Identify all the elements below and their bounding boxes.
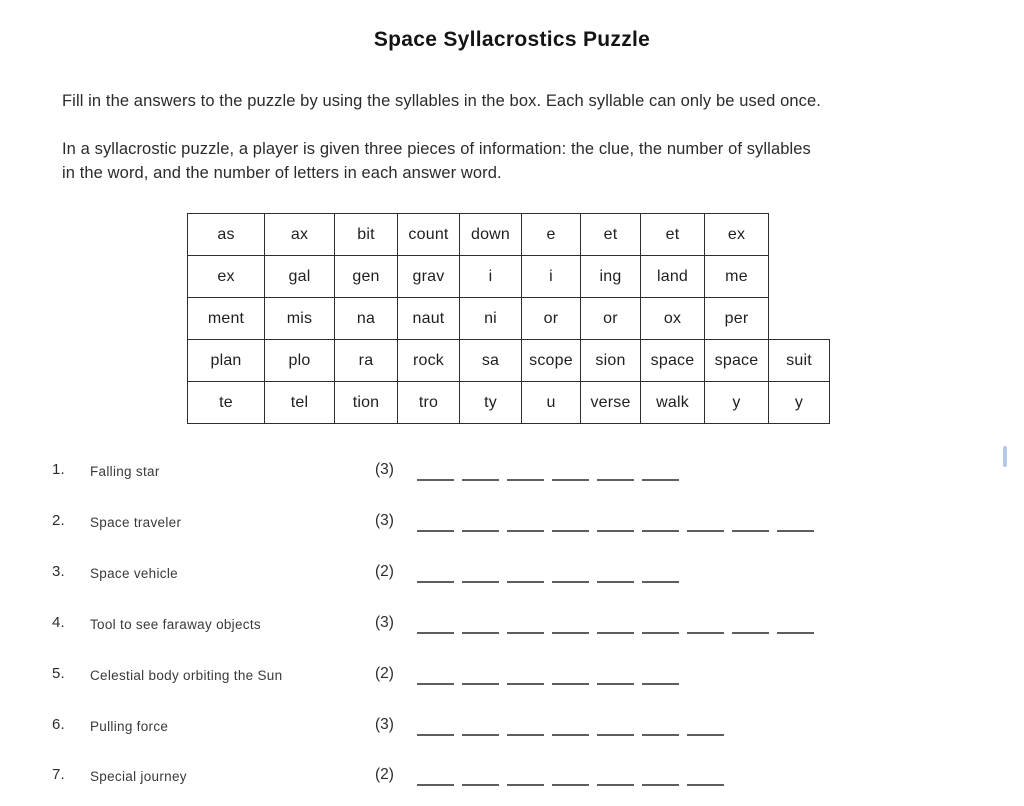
answer-blank[interactable] [507, 564, 544, 583]
answer-blank[interactable] [732, 513, 769, 532]
clue-row [0, 665, 1024, 697]
answer-blanks [417, 462, 687, 486]
syllable-table-body [188, 214, 830, 424]
answer-blank[interactable] [507, 717, 544, 736]
answer-blank[interactable] [597, 666, 634, 685]
syllable-row [188, 298, 830, 340]
syllable-row [188, 214, 830, 256]
answer-blank[interactable] [687, 615, 724, 634]
clue-number: 2. [52, 512, 65, 529]
syllable-cell: ment [188, 298, 265, 340]
syllable-table [187, 213, 830, 424]
syllable-count: (3) [375, 512, 394, 529]
clue-text: Space vehicle [90, 566, 178, 581]
answer-blank[interactable] [462, 767, 499, 786]
answer-blank[interactable] [417, 564, 454, 583]
answer-blank[interactable] [642, 513, 679, 532]
clue-number: 1. [52, 461, 65, 478]
answer-blank[interactable] [462, 564, 499, 583]
syllable-cell: per [705, 298, 769, 340]
clue-text: Tool to see faraway objects [90, 617, 261, 632]
syllable-cell: as [188, 214, 265, 256]
answer-blank[interactable] [687, 513, 724, 532]
answer-blank[interactable] [552, 717, 589, 736]
syllable-count: (3) [375, 614, 394, 631]
instruction-line: In a syllacrostic puzzle, a player is given three pieces of information: the clue, the number of syllables [62, 140, 811, 158]
syllable-row [188, 340, 830, 382]
syllable-cell: down [460, 214, 522, 256]
syllable-cell: me [705, 256, 769, 298]
answer-blank[interactable] [417, 513, 454, 532]
syllable-cell: tro [398, 382, 460, 424]
scrollbar-thumb[interactable] [1003, 446, 1007, 467]
syllable-cell: ex [705, 214, 769, 256]
answer-blank[interactable] [597, 564, 634, 583]
answer-blanks [417, 513, 822, 537]
answer-blank[interactable] [507, 666, 544, 685]
syllable-cell: space [641, 340, 705, 382]
answer-blank[interactable] [732, 615, 769, 634]
instruction-line: Fill in the answers to the puzzle by using the syllables in the box. Each syllable can only be used once. [62, 92, 821, 110]
answer-blank[interactable] [507, 615, 544, 634]
instruction-line: in the word, and the number of letters in each answer word. [62, 164, 502, 182]
answer-blank[interactable] [552, 615, 589, 634]
clue-number: 7. [52, 766, 65, 783]
syllable-cell: walk [641, 382, 705, 424]
syllable-row [188, 382, 830, 424]
clue-text: Celestial body orbiting the Sun [90, 668, 283, 683]
answer-blank[interactable] [507, 462, 544, 481]
answer-blank[interactable] [462, 513, 499, 532]
clue-row [0, 614, 1024, 646]
answer-blank[interactable] [642, 462, 679, 481]
answer-blank[interactable] [462, 615, 499, 634]
syllable-cell: i [460, 256, 522, 298]
syllable-cell: u [522, 382, 581, 424]
answer-blanks [417, 717, 732, 741]
answer-blank[interactable] [462, 717, 499, 736]
answer-blank[interactable] [642, 717, 679, 736]
answer-blank[interactable] [642, 666, 679, 685]
clue-number: 6. [52, 716, 65, 733]
syllable-cell: or [522, 298, 581, 340]
answer-blank[interactable] [597, 615, 634, 634]
syllable-cell: et [581, 214, 641, 256]
answer-blank[interactable] [687, 717, 724, 736]
clue-number: 5. [52, 665, 65, 682]
answer-blank[interactable] [597, 462, 634, 481]
answer-blank[interactable] [417, 767, 454, 786]
clue-text: Pulling force [90, 719, 169, 734]
syllable-cell: tel [265, 382, 335, 424]
answer-blank[interactable] [777, 615, 814, 634]
syllable-cell: gal [265, 256, 335, 298]
answer-blank[interactable] [462, 666, 499, 685]
syllable-cell: plo [265, 340, 335, 382]
clue-row [0, 461, 1024, 493]
clue-text: Falling star [90, 464, 160, 479]
syllable-cell: ra [335, 340, 398, 382]
syllable-cell: or [581, 298, 641, 340]
answer-blank[interactable] [642, 564, 679, 583]
syllable-cell: y [705, 382, 769, 424]
syllable-cell: space [705, 340, 769, 382]
syllable-cell: y [769, 382, 830, 424]
syllable-cell: scope [522, 340, 581, 382]
syllable-cell: bit [335, 214, 398, 256]
syllable-cell: gen [335, 256, 398, 298]
syllable-cell: land [641, 256, 705, 298]
syllable-count: (2) [375, 766, 394, 783]
answer-blanks [417, 564, 687, 588]
clue-row [0, 716, 1024, 748]
answer-blank[interactable] [552, 564, 589, 583]
syllable-cell: ex [188, 256, 265, 298]
syllable-cell: et [641, 214, 705, 256]
syllable-count: (3) [375, 716, 394, 733]
answer-blank[interactable] [597, 513, 634, 532]
syllable-cell: grav [398, 256, 460, 298]
clue-row [0, 766, 1024, 798]
answer-blank[interactable] [462, 462, 499, 481]
answer-blank[interactable] [507, 513, 544, 532]
clue-row [0, 563, 1024, 595]
syllable-cell: suit [769, 340, 830, 382]
answer-blank[interactable] [417, 666, 454, 685]
answer-blank[interactable] [552, 462, 589, 481]
answer-blank[interactable] [687, 767, 724, 786]
answer-blank[interactable] [552, 767, 589, 786]
clue-row [0, 512, 1024, 544]
syllable-cell: mis [265, 298, 335, 340]
syllable-cell: ni [460, 298, 522, 340]
answer-blank[interactable] [597, 717, 634, 736]
syllable-cell: e [522, 214, 581, 256]
clue-number: 3. [52, 563, 65, 580]
syllable-count: (3) [375, 461, 394, 478]
answer-blank[interactable] [552, 666, 589, 685]
answer-blank[interactable] [642, 615, 679, 634]
clue-number: 4. [52, 614, 65, 631]
answer-blank[interactable] [417, 717, 454, 736]
syllable-cell: plan [188, 340, 265, 382]
answer-blank[interactable] [417, 462, 454, 481]
syllable-row [188, 256, 830, 298]
syllable-cell: naut [398, 298, 460, 340]
syllable-cell: tion [335, 382, 398, 424]
syllable-count: (2) [375, 563, 394, 580]
answer-blanks [417, 615, 822, 639]
syllable-cell: na [335, 298, 398, 340]
syllable-cell: te [188, 382, 265, 424]
answer-blank[interactable] [777, 513, 814, 532]
clue-text: Space traveler [90, 515, 182, 530]
answer-blank[interactable] [642, 767, 679, 786]
answer-blank[interactable] [507, 767, 544, 786]
syllable-cell: ing [581, 256, 641, 298]
syllable-cell: rock [398, 340, 460, 382]
answer-blank[interactable] [417, 615, 454, 634]
page-title: Space Syllacrostics Puzzle [373, 28, 651, 51]
syllable-cell: ax [265, 214, 335, 256]
clue-text: Special journey [90, 769, 187, 784]
syllable-cell: sa [460, 340, 522, 382]
answer-blanks [417, 666, 687, 690]
syllable-cell: i [522, 256, 581, 298]
syllable-cell: sion [581, 340, 641, 382]
answer-blanks [417, 767, 732, 791]
syllable-cell: ty [460, 382, 522, 424]
syllable-cell: count [398, 214, 460, 256]
syllable-count: (2) [375, 665, 394, 682]
answer-blank[interactable] [597, 767, 634, 786]
syllable-cell: verse [581, 382, 641, 424]
syllable-cell: ox [641, 298, 705, 340]
answer-blank[interactable] [552, 513, 589, 532]
